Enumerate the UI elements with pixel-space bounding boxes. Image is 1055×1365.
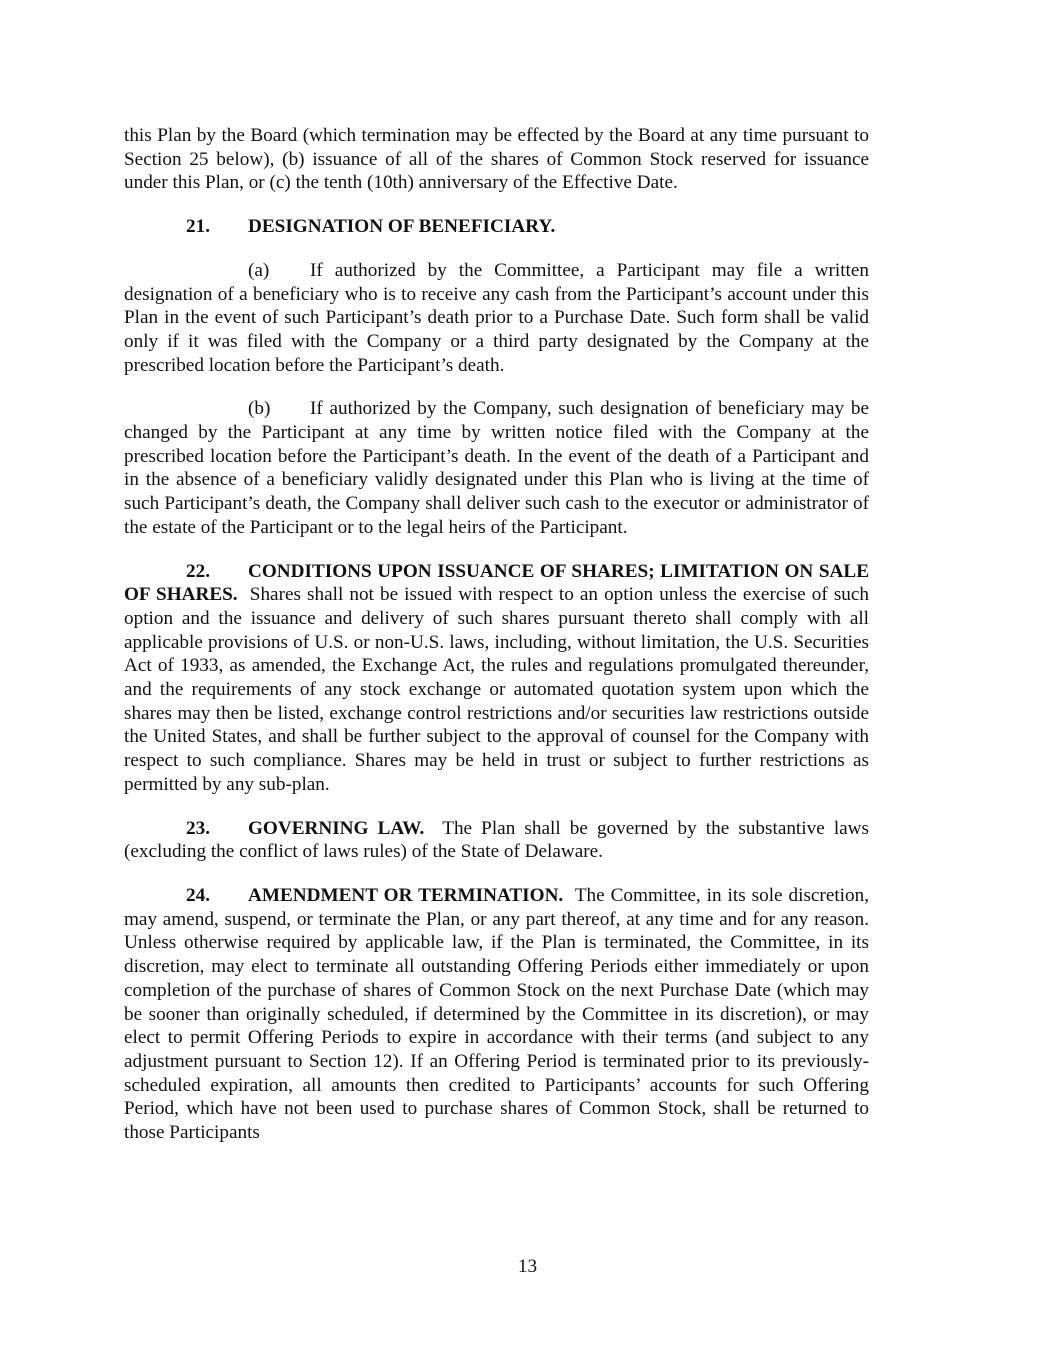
section-21-paragraph-b <box>124 397 869 539</box>
section-23-text: The Plan shall be governed by the substantive laws (excluding the conflict of laws rules) of the State of Delaware. <box>124 817 869 863</box>
section-21-a-label: (a) <box>248 259 270 281</box>
section-22-paragraph <box>124 560 869 797</box>
section-24-number: 24. <box>186 884 210 906</box>
section-21-a-text: If authorized by the Committee, a Participant may file a written designation of a beneficiary who is to receive any cash from the Participant’s account under this Plan in the event of such Participant’s death prior to a Purchase Date. Such form shall be valid only if it was filed with the Company or a third party designated by the Company at the prescribed location before the Participant’s death. <box>124 259 869 376</box>
section-23-paragraph <box>124 817 869 864</box>
section-22-title: CONDITIONS UPON ISSUANCE OF SHARES; LIMITATION ON SALE OF SHARES. <box>124 560 869 606</box>
section-24-text: The Committee, in its sole discretion, may amend, suspend, or terminate the Plan, or any part thereof, at any time and for any reason. Unless otherwise required by applicable law, if the Plan is terminated, the Committee, in its discretion, may elect to terminate all outstanding Offering Periods either immediately or upon completion of the purchase of shares of Common Stock on the next Purchase Date (which may be sooner than originally scheduled, if determined by the Committee in its discretion), or may elect to permit Offering Periods to expire in accordance with their terms (and subject to any adjustment pursuant to Section 12). If an Offering Period is terminated prior to its previously-scheduled expiration, all amounts then credited to Participants’ accounts for such Offering Period, which have not been used to purchase shares of Common Stock, shall be returned to those Participants <box>124 884 869 1144</box>
section-22-number: 22. <box>186 560 210 582</box>
page-number: 13 <box>517 1256 538 1277</box>
section-21-b-label: (b) <box>248 398 271 420</box>
section-21-number: 21. <box>186 216 210 238</box>
section-24-paragraph <box>124 884 869 1145</box>
section-21-b-text: If authorized by the Company, such designation of beneficiary may be changed by the Participant at any time by written notice filed with the Company at the prescribed location before the Participant’s death. In the event of the death of a Participant and in the absence of a beneficiary validly designated under this Plan who is living at the time of such Participant’s death, the Company shall deliver such cash to the executor or administrator of the estate of the Participant or to the legal heirs of the Participant. <box>124 398 869 538</box>
section-23-title: GOVERNING LAW. <box>248 817 425 839</box>
section-22-text: Shares shall not be issued with respect to an option unless the exercise of such option and the issuance and delivery of such shares pursuant thereto shall comply with all applicable provisions of U.S. or non-U.S. laws, including, without limitation, the U.S. Securities Act of 1933, as amended, the Exchange Act, the rules and regulations promulgated thereunder, and the requirements of any stock exchange or automated quotation system upon which the shares may then be listed, exchange control restrictions and/or securities law restrictions outside the United States, and shall be further subject to the approval of counsel for the Company with respect to such compliance. Shares may be held in trust or subject to further restrictions as permitted by any sub-plan. <box>124 584 869 795</box>
document-page <box>124 124 869 1165</box>
section-24-title: AMENDMENT OR TERMINATION. <box>248 884 564 906</box>
section-21-title: DESIGNATION OF BENEFICIARY. <box>248 216 556 238</box>
section-23-number: 23. <box>186 817 210 839</box>
section-21-heading <box>186 215 869 239</box>
section-21-paragraph-a <box>124 259 869 378</box>
continuation-paragraph: this Plan by the Board (which termination may be effected by the Board at any time pursuant to Section 25 below), (b) issuance of all of the shares of Common Stock reserved for issuance under this Plan, or (c) the tenth (10th) anniversary of the Effective Date. <box>124 125 869 194</box>
